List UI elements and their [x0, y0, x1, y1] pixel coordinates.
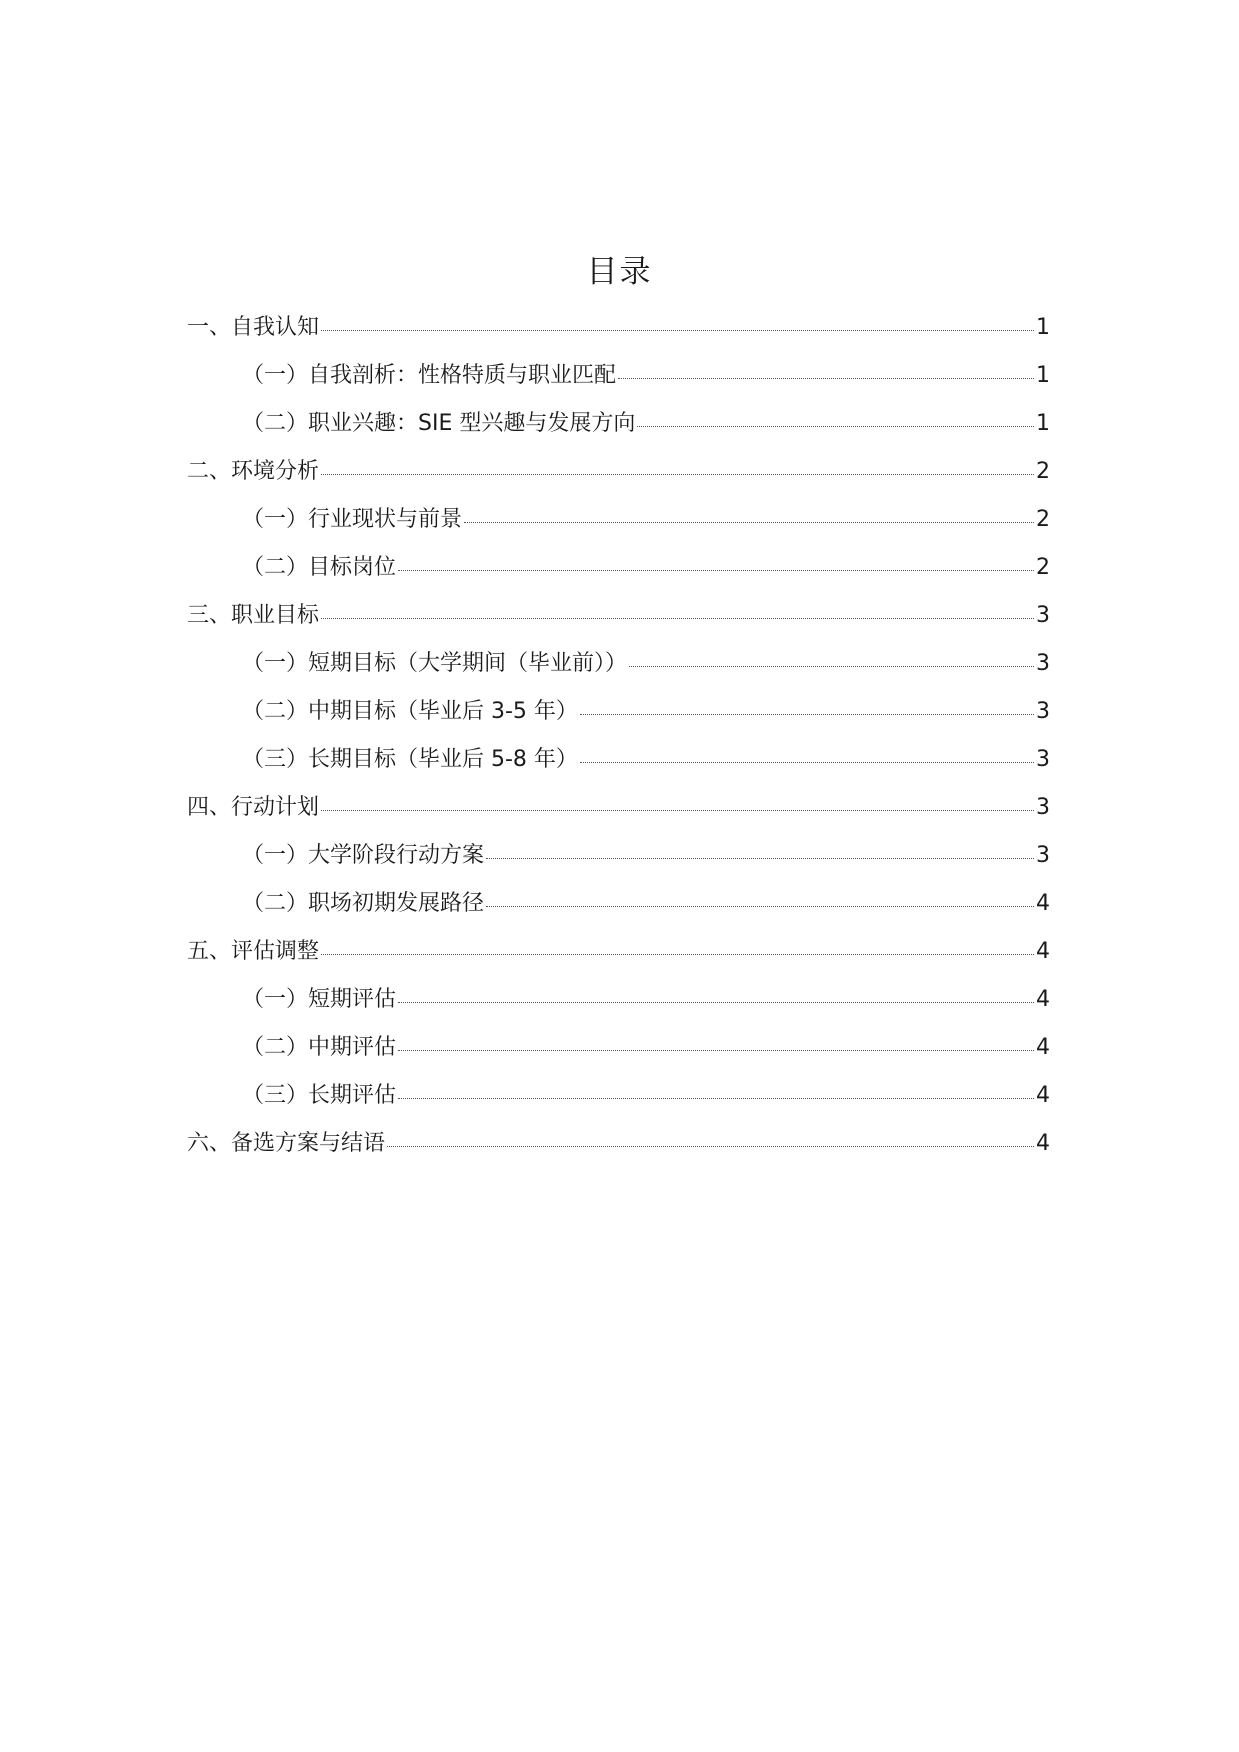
toc-entry-label: （一）自我剖析：性格特质与职业匹配	[242, 363, 617, 388]
toc-entry-label: （三）长期目标（毕业后 5-8 年）	[242, 747, 578, 772]
toc-entry-page-number: 2	[1036, 555, 1050, 580]
dot-leader	[580, 762, 1034, 763]
toc-entry-page-number: 2	[1036, 507, 1050, 532]
toc-entry-page-number: 3	[1036, 699, 1050, 724]
toc-entry[interactable]	[242, 984, 1050, 1016]
dot-leader	[387, 1146, 1034, 1147]
toc-entry[interactable]	[242, 744, 1050, 776]
toc-entry[interactable]	[242, 504, 1050, 536]
toc-entry-page-number: 4	[1036, 891, 1050, 916]
toc-entry-label: （二）目标岗位	[242, 555, 397, 580]
dot-leader	[398, 1002, 1034, 1003]
dot-leader	[321, 474, 1034, 475]
toc-entry[interactable]	[242, 888, 1050, 920]
toc-entry[interactable]	[242, 552, 1050, 584]
dot-leader	[398, 1050, 1034, 1051]
toc-entry[interactable]	[187, 312, 1050, 344]
toc-entry-label: （一）大学阶段行动方案	[242, 843, 485, 868]
toc-entry-page-number: 4	[1036, 1083, 1050, 1108]
dot-leader	[637, 426, 1034, 427]
toc-entry-page-number: 3	[1036, 795, 1050, 820]
toc-entry-label: 五、评估调整	[187, 939, 320, 964]
toc-entry[interactable]	[242, 1080, 1050, 1112]
toc-entry-page-number: 4	[1036, 1035, 1050, 1060]
toc-entry-label: （一）行业现状与前景	[242, 507, 463, 532]
toc-entry-page-number: 1	[1036, 411, 1050, 436]
dot-leader	[321, 618, 1034, 619]
toc-entry[interactable]	[242, 696, 1050, 728]
toc-entry-label: （二）职场初期发展路径	[242, 891, 485, 916]
toc-entry-page-number: 4	[1036, 987, 1050, 1012]
toc-entry[interactable]	[187, 1128, 1050, 1160]
dot-leader	[321, 954, 1034, 955]
toc-entry-label: 一、自我认知	[187, 315, 320, 340]
dot-leader	[486, 858, 1034, 859]
toc-entry[interactable]	[242, 360, 1050, 392]
toc-entry-page-number: 1	[1036, 315, 1050, 340]
toc-entry-label: （二）职业兴趣：SIE 型兴趣与发展方向	[242, 411, 636, 436]
toc-entry-page-number: 3	[1036, 843, 1050, 868]
dot-leader	[629, 666, 1034, 667]
dot-leader	[464, 522, 1034, 523]
toc-entry[interactable]	[242, 840, 1050, 872]
toc-entry-page-number: 3	[1036, 651, 1050, 676]
toc-entry-page-number: 3	[1036, 747, 1050, 772]
toc-entry-label: 四、行动计划	[187, 795, 320, 820]
toc-entry-label: （二）中期评估	[242, 1035, 397, 1060]
toc-entry-page-number: 4	[1036, 939, 1050, 964]
dot-leader	[618, 378, 1034, 379]
toc-title: 目录	[586, 254, 653, 290]
toc-entry-label: （三）长期评估	[242, 1083, 397, 1108]
toc-entry[interactable]	[187, 936, 1050, 968]
toc-entry-label: （一）短期评估	[242, 987, 397, 1012]
toc-entry[interactable]	[187, 456, 1050, 488]
dot-leader	[321, 810, 1034, 811]
toc-entry-label: 六、备选方案与结语	[187, 1131, 386, 1156]
toc-entry-label: 二、环境分析	[187, 459, 320, 484]
dot-leader	[398, 570, 1034, 571]
toc-entry[interactable]	[187, 792, 1050, 824]
toc-entry[interactable]	[242, 648, 1050, 680]
toc-entry-label: （二）中期目标（毕业后 3-5 年）	[242, 699, 578, 724]
toc-entry-page-number: 3	[1036, 603, 1050, 628]
toc-entry[interactable]	[242, 1032, 1050, 1064]
toc-entry-label: 三、职业目标	[187, 603, 320, 628]
toc-entry-page-number: 1	[1036, 363, 1050, 388]
dot-leader	[580, 714, 1034, 715]
dot-leader	[486, 906, 1034, 907]
toc-entry[interactable]	[242, 408, 1050, 440]
toc-entry[interactable]	[187, 600, 1050, 632]
toc-entry-label: （一）短期目标（大学期间（毕业前））	[242, 651, 628, 676]
dot-leader	[398, 1098, 1034, 1099]
toc-entry-page-number: 2	[1036, 459, 1050, 484]
toc-entry-page-number: 4	[1036, 1131, 1050, 1156]
dot-leader	[321, 330, 1034, 331]
